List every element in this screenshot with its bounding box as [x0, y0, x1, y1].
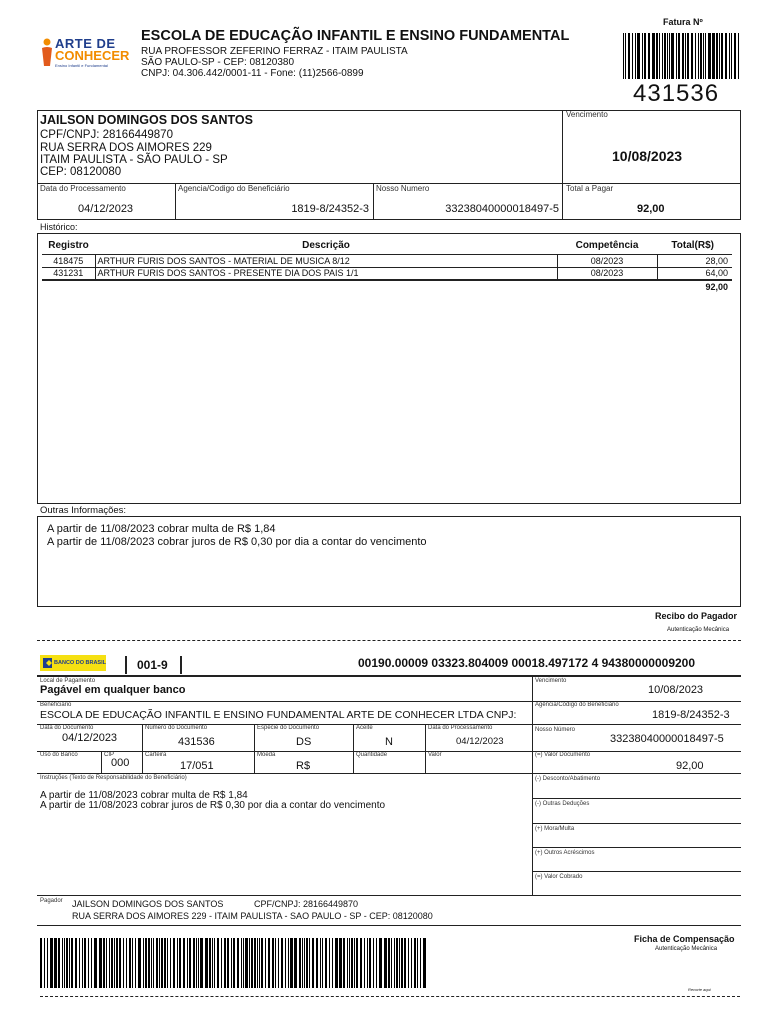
- cobrado-label: (=) Valor Cobrado: [535, 874, 583, 880]
- barcode-bar: [217, 938, 219, 988]
- school-address1: RUA PROFESSOR ZEFERINO FERRAZ - ITAIM PAULISTA: [141, 46, 408, 57]
- cut-line: [37, 640, 741, 641]
- barcode-bar: [259, 938, 260, 988]
- instr-label: Instruções (Texto de Responsabilidade do Beneficiário): [40, 775, 187, 781]
- barcode-bar: [99, 938, 100, 988]
- barcode-bar: [100, 938, 101, 988]
- barcode-bar: [290, 938, 292, 988]
- nosso-numero-value: 33238040000018497-5: [445, 203, 559, 215]
- barcode-bar: [196, 938, 197, 988]
- barcode-bar: [320, 938, 321, 988]
- benef-value: ESCOLA DE EDUCAÇÃO INFANTIL E ENSINO FUNDAMENTAL ARTE DE CONHECER LTDA CNPJ:: [40, 709, 517, 721]
- bank-logo-text: BANCO DO BRASIL: [54, 660, 106, 666]
- barcode-bar: [682, 33, 684, 79]
- receipt-auth: Autenticação Mecânica: [667, 627, 730, 633]
- barcode-bar: [329, 938, 330, 988]
- doc-date-value: 04/12/2023: [62, 732, 118, 744]
- cut-here-label: Recorte aqui: [688, 987, 711, 992]
- barcode-bar: [339, 938, 340, 988]
- barcode-bar: [734, 33, 736, 79]
- barcode-bar: [309, 938, 310, 988]
- barcode-bar: [159, 938, 160, 988]
- barcode-bar: [119, 938, 121, 988]
- barcode-bar: [44, 938, 45, 988]
- barcode-bar: [385, 938, 386, 988]
- barcode-bar: [671, 33, 673, 79]
- barcode-bar: [376, 938, 377, 988]
- table-row: [42, 254, 732, 267]
- slip-agency-value: 1819-8/24352-3: [652, 709, 730, 721]
- barcode-bar: [360, 938, 362, 988]
- barcode-bar: [84, 938, 86, 988]
- barcode-bar: [243, 938, 244, 988]
- proc-date-label: Data do Processamento: [40, 184, 126, 193]
- barcode-bar: [295, 938, 296, 988]
- barcode-bar: [40, 938, 42, 988]
- barcode-bar: [132, 938, 133, 988]
- other-info-label: Outras Informações:: [40, 505, 127, 516]
- slip-agency-label: Agência/Código do Beneficiário: [535, 702, 619, 708]
- barcode-bar: [713, 33, 714, 79]
- school-logo: [40, 36, 136, 72]
- especie-doc-value: DS: [296, 736, 312, 748]
- cip-value: 000: [111, 757, 130, 769]
- doc-date-label: Data do Documento: [40, 725, 94, 731]
- row-competencia: 08/2023: [557, 267, 657, 280]
- slip-barcode: [40, 938, 428, 988]
- barcode-bar: [738, 33, 739, 79]
- history-header-row: [42, 238, 732, 254]
- barcode-bar: [367, 938, 368, 988]
- barcode-bar: [294, 938, 295, 988]
- barcode-bar: [322, 938, 323, 988]
- barcode-bar: [193, 938, 195, 988]
- bank-code: 001-9: [137, 658, 168, 672]
- barcode-bar: [114, 938, 115, 988]
- barcode-bar: [414, 938, 416, 988]
- logo-line2: CONHECER: [55, 48, 130, 63]
- slip-proc-value: 04/12/2023: [456, 736, 504, 747]
- barcode-bar: [648, 33, 650, 79]
- barcode-bar: [135, 938, 136, 988]
- barcode-bar: [138, 938, 140, 988]
- especie-doc-label: Espécie do Documento: [257, 725, 320, 731]
- invoice-label: Fatura Nº: [663, 17, 703, 27]
- barcode-bar: [373, 938, 374, 988]
- barcode-bar: [161, 938, 162, 988]
- barcode-bar: [716, 33, 718, 79]
- barcode-bar: [408, 938, 409, 988]
- receipt-label: Recibo do Pagador: [655, 611, 738, 621]
- barcode-bar: [404, 938, 406, 988]
- barcode-bar: [667, 33, 668, 79]
- barcode-bar: [698, 33, 699, 79]
- barcode-bar: [347, 938, 348, 988]
- bank-logo-icon: [42, 657, 52, 669]
- slip-venc-value: 10/08/2023: [648, 684, 704, 696]
- row-total: 28,00: [705, 255, 728, 266]
- logo-tagline: Ensino Infantil e Fundamental: [55, 63, 108, 68]
- pagador-address: RUA SERRA DOS AIMORES 229 - ITAIM PAULISTA - SAO PAULO - SP - CEP: 08120080: [72, 911, 433, 921]
- barcode-bar: [214, 938, 215, 988]
- barcode-bar: [231, 938, 232, 988]
- barcode-bar: [388, 938, 390, 988]
- barcode-bar: [82, 938, 83, 988]
- instr-line2: A partir de 11/08/2023 cobrar juros de R$ 0,30 por dia a contar do vencimento: [40, 800, 386, 811]
- barcode-bar: [116, 938, 117, 988]
- barcode-bar: [123, 938, 124, 988]
- pagador-name: JAILSON DOMINGOS DOS SANTOS: [72, 899, 224, 909]
- barcode-bar: [391, 938, 392, 988]
- nosso-numero-label: Nosso Numero: [376, 184, 430, 193]
- payer-street: RUA SERRA DOS AIMORES 229: [40, 142, 212, 154]
- barcode-bar: [623, 33, 624, 79]
- barcode-bar: [729, 33, 730, 79]
- barcode-bar: [306, 938, 308, 988]
- total-label: Total a Pagar: [566, 184, 614, 193]
- deducoes-label: (-) Outras Deduções: [535, 801, 590, 807]
- benef-label: Beneficiário: [40, 702, 72, 708]
- col-registro: Registro: [48, 240, 89, 252]
- cip-label: CIP: [104, 752, 115, 758]
- ficha-auth: Autenticação Mecânica: [655, 946, 718, 952]
- barcode-bar: [401, 938, 402, 988]
- ficha-label: Ficha de Compensação: [634, 934, 735, 944]
- barcode-bar: [712, 33, 713, 79]
- barcode-bar: [47, 938, 48, 988]
- barcode-bar: [354, 938, 355, 988]
- barcode-bar: [205, 938, 206, 988]
- slip-proc-label: Data do Processamento: [428, 725, 493, 731]
- barcode-bar: [91, 938, 92, 988]
- invoice-barcode: [623, 33, 741, 79]
- barcode-bar: [678, 33, 679, 79]
- barcode-bar: [356, 938, 357, 988]
- carteira-label: Carteira: [145, 752, 167, 758]
- table-row: [42, 267, 732, 280]
- barcode-bar: [652, 33, 653, 79]
- slip-nosso-value: 33238040000018497-5: [610, 733, 724, 745]
- barcode-bar: [700, 33, 702, 79]
- barcode-bar: [129, 938, 131, 988]
- barcode-bar: [64, 938, 65, 988]
- barcode-bar: [299, 938, 301, 988]
- barcode-bar: [644, 33, 645, 79]
- barcode-bar: [245, 938, 247, 988]
- barcode-bar: [224, 938, 225, 988]
- barcode-bar: [302, 938, 303, 988]
- valor-doc-value: 92,00: [676, 760, 704, 772]
- barcode-bar: [721, 33, 722, 79]
- digitable-line: 00190.00009 03323.804009 00018.497172 4 94380000009200: [358, 656, 696, 670]
- barcode-bar: [221, 938, 222, 988]
- barcode-bar: [237, 938, 239, 988]
- doc-num-value: 431536: [178, 736, 215, 748]
- barcode-bar: [151, 938, 152, 988]
- uso-banco-label: Uso do Banco: [40, 752, 78, 758]
- barcode-bar: [340, 938, 341, 988]
- barcode-bar: [88, 938, 89, 988]
- barcode-bar: [106, 938, 107, 988]
- barcode-bar: [705, 33, 706, 79]
- barcode-bar: [153, 938, 154, 988]
- barcode-bar: [369, 938, 371, 988]
- barcode-bar: [396, 938, 398, 988]
- barcode-bar: [708, 33, 710, 79]
- barcode-bar: [58, 938, 60, 988]
- barcode-bar: [200, 938, 202, 988]
- local-value: Pagável em qualquer banco: [40, 684, 186, 696]
- barcode-bar: [145, 938, 146, 988]
- pagador-cpf: CPF/CNPJ: 28166449870: [254, 899, 359, 909]
- quantidade-label: Quantidade: [356, 752, 388, 758]
- barcode-bar: [687, 33, 688, 79]
- barcode-bar: [423, 938, 425, 988]
- valor-label: Valor: [428, 752, 442, 758]
- barcode-bar: [126, 938, 127, 988]
- other-info-line1: A partir de 11/08/2023 cobrar multa de R$ 1,84: [47, 523, 276, 535]
- barcode-bar: [50, 938, 52, 988]
- barcode-bar: [227, 938, 229, 988]
- barcode-bar: [254, 938, 256, 988]
- barcode-bar: [111, 938, 113, 988]
- barcode-bar: [75, 938, 77, 988]
- other-info-line2: A partir de 11/08/2023 cobrar juros de R$ 0,30 por dia a contar do vencimento: [47, 536, 427, 548]
- barcode-bar: [209, 938, 211, 988]
- barcode-bar: [417, 938, 418, 988]
- barcode-bar: [625, 33, 626, 79]
- barcode-bar: [206, 938, 207, 988]
- barcode-bar: [379, 938, 381, 988]
- barcode-bar: [261, 938, 263, 988]
- barcode-bar: [664, 33, 666, 79]
- barcode-bar: [288, 938, 289, 988]
- barcode-bar: [281, 938, 283, 988]
- barcode-bar: [170, 938, 171, 988]
- aceite-label: Aceite: [356, 725, 373, 731]
- barcode-bar: [278, 938, 279, 988]
- barcode-bar: [257, 938, 258, 988]
- barcode-bar: [659, 33, 660, 79]
- barcode-bar: [420, 938, 421, 988]
- barcode-bar: [233, 938, 234, 988]
- barcode-bar: [325, 938, 327, 988]
- barcode-bar: [265, 938, 266, 988]
- local-label: Local de Pagamento: [40, 678, 96, 684]
- barcode-bar: [343, 938, 345, 988]
- history-table: [42, 238, 732, 293]
- barcode-bar: [268, 938, 269, 988]
- barcode-bar: [275, 938, 276, 988]
- barcode-bar: [676, 33, 677, 79]
- barcode-bar: [635, 33, 636, 79]
- acrescimos-label: (+) Outros Acréscimos: [535, 850, 595, 856]
- valor-doc-label: (=) Valor Documento: [535, 752, 591, 758]
- barcode-bar: [54, 938, 55, 988]
- barcode-bar: [632, 33, 633, 79]
- barcode-bar: [349, 938, 350, 988]
- instr-line1: A partir de 11/08/2023 cobrar multa de R$ 1,84: [40, 790, 248, 801]
- barcode-bar: [669, 33, 670, 79]
- barcode-bar: [642, 33, 643, 79]
- slip-nosso-label: Nosso Número: [535, 727, 576, 733]
- barcode-bar: [212, 938, 213, 988]
- logo-figure-icon: [40, 38, 54, 68]
- row-registro: 431231: [42, 267, 95, 280]
- barcode-bar: [312, 938, 313, 988]
- barcode-bar: [179, 938, 180, 988]
- school-address2: SÃO PAULO-SP - CEP: 08120380: [141, 57, 295, 68]
- barcode-bar: [109, 938, 110, 988]
- barcode-bar: [241, 938, 242, 988]
- aceite-value: N: [385, 736, 393, 748]
- barcode-bar: [103, 938, 105, 988]
- row-total: 64,00: [705, 268, 728, 279]
- agency-label: Agencia/Codigo do Beneficiário: [178, 184, 290, 193]
- col-competencia: Competência: [575, 240, 639, 252]
- barcode-bar: [335, 938, 337, 988]
- bottom-cut-line: [40, 996, 740, 997]
- barcode-bar: [177, 938, 178, 988]
- row-competencia: 08/2023: [557, 254, 657, 267]
- barcode-bar: [332, 938, 333, 988]
- barcode-bar: [411, 938, 412, 988]
- barcode-bar: [695, 33, 696, 79]
- school-name: ESCOLA DE EDUCAÇÃO INFANTIL E ENSINO FUNDAMENTAL: [141, 28, 570, 44]
- col-total: Total(R$): [671, 240, 714, 252]
- barcode-bar: [198, 938, 199, 988]
- barcode-bar: [62, 938, 63, 988]
- barcode-bar: [285, 938, 286, 988]
- proc-date-value: 04/12/2023: [78, 203, 134, 215]
- slip-venc-label: Vencimento: [535, 678, 567, 684]
- history-sum: 92,00: [705, 282, 728, 292]
- barcode-bar: [628, 33, 630, 79]
- barcode-bar: [394, 938, 395, 988]
- barcode-bar: [304, 938, 305, 988]
- barcode-bar: [272, 938, 274, 988]
- payer-cep: CEP: 08120080: [40, 166, 122, 178]
- invoice-number: 431536: [633, 80, 720, 107]
- barcode-bar: [656, 33, 658, 79]
- barcode-bar: [384, 938, 385, 988]
- barcode-bar: [148, 938, 150, 988]
- barcode-bar: [55, 938, 56, 988]
- payer-name: JAILSON DOMINGOS DOS SANTOS: [40, 113, 253, 127]
- col-descricao: Descrição: [302, 240, 350, 252]
- barcode-bar: [691, 33, 693, 79]
- barcode-bar: [71, 938, 72, 988]
- row-descricao: ARTHUR FURIS DOS SANTOS - MATERIAL DE MUSICA 8/12: [95, 254, 557, 267]
- moeda-value: R$: [296, 760, 311, 772]
- barcode-bar: [66, 938, 68, 988]
- barcode-bar: [156, 938, 158, 988]
- row-descricao: ARTHUR FURIS DOS SANTOS - PRESENTE DIA DOS PAIS 1/1: [95, 267, 557, 280]
- barcode-bar: [79, 938, 80, 988]
- barcode-bar: [725, 33, 727, 79]
- barcode-bar: [637, 33, 639, 79]
- barcode-bar: [189, 938, 190, 988]
- carteira-value: 17/051: [180, 760, 214, 772]
- barcode-bar: [316, 938, 318, 988]
- mora-label: (+) Mora/Multa: [535, 826, 575, 832]
- pagador-label: Pagador: [40, 898, 63, 904]
- barcode-bar: [731, 33, 732, 79]
- barcode-bar: [187, 938, 188, 988]
- agency-value: 1819-8/24352-3: [291, 203, 369, 215]
- barcode-bar: [164, 938, 166, 988]
- due-label: Vencimento: [566, 110, 608, 119]
- barcode-bar: [69, 938, 70, 988]
- barcode-bar: [94, 938, 96, 988]
- bank-logo: [40, 655, 106, 671]
- barcode-bar: [143, 938, 144, 988]
- history-label: Histórico:: [40, 222, 78, 232]
- barcode-bar: [249, 938, 250, 988]
- payer-city: ITAIM PAULISTA - SÃO PAULO - SP: [40, 154, 228, 166]
- logo-line1: ARTE DE: [55, 36, 116, 51]
- barcode-bar: [703, 33, 704, 79]
- barcode-bar: [167, 938, 168, 988]
- barcode-bar: [183, 938, 185, 988]
- moeda-label: Moeda: [257, 752, 276, 758]
- barcode-bar: [351, 938, 353, 988]
- barcode-bar: [685, 33, 686, 79]
- payer-cpf: CPF/CNPJ: 28166449870: [40, 129, 173, 141]
- barcode-bar: [364, 938, 365, 988]
- total-value: 92,00: [637, 203, 665, 215]
- row-registro: 418475: [42, 254, 95, 267]
- barcode-bar: [173, 938, 175, 988]
- barcode-bar: [662, 33, 663, 79]
- barcode-bar: [399, 938, 400, 988]
- barcode-bar: [251, 938, 252, 988]
- school-cnpj-phone: CNPJ: 04.306.442/0001-11 - Fone: (11)2566-0899: [141, 68, 364, 79]
- desconto-label: (-) Desconto/Abatimento: [535, 776, 601, 782]
- doc-num-label: Número do Documento: [145, 725, 208, 731]
- barcode-bar: [653, 33, 654, 79]
- barcode-bar: [719, 33, 720, 79]
- due-date: 10/08/2023: [612, 148, 683, 164]
